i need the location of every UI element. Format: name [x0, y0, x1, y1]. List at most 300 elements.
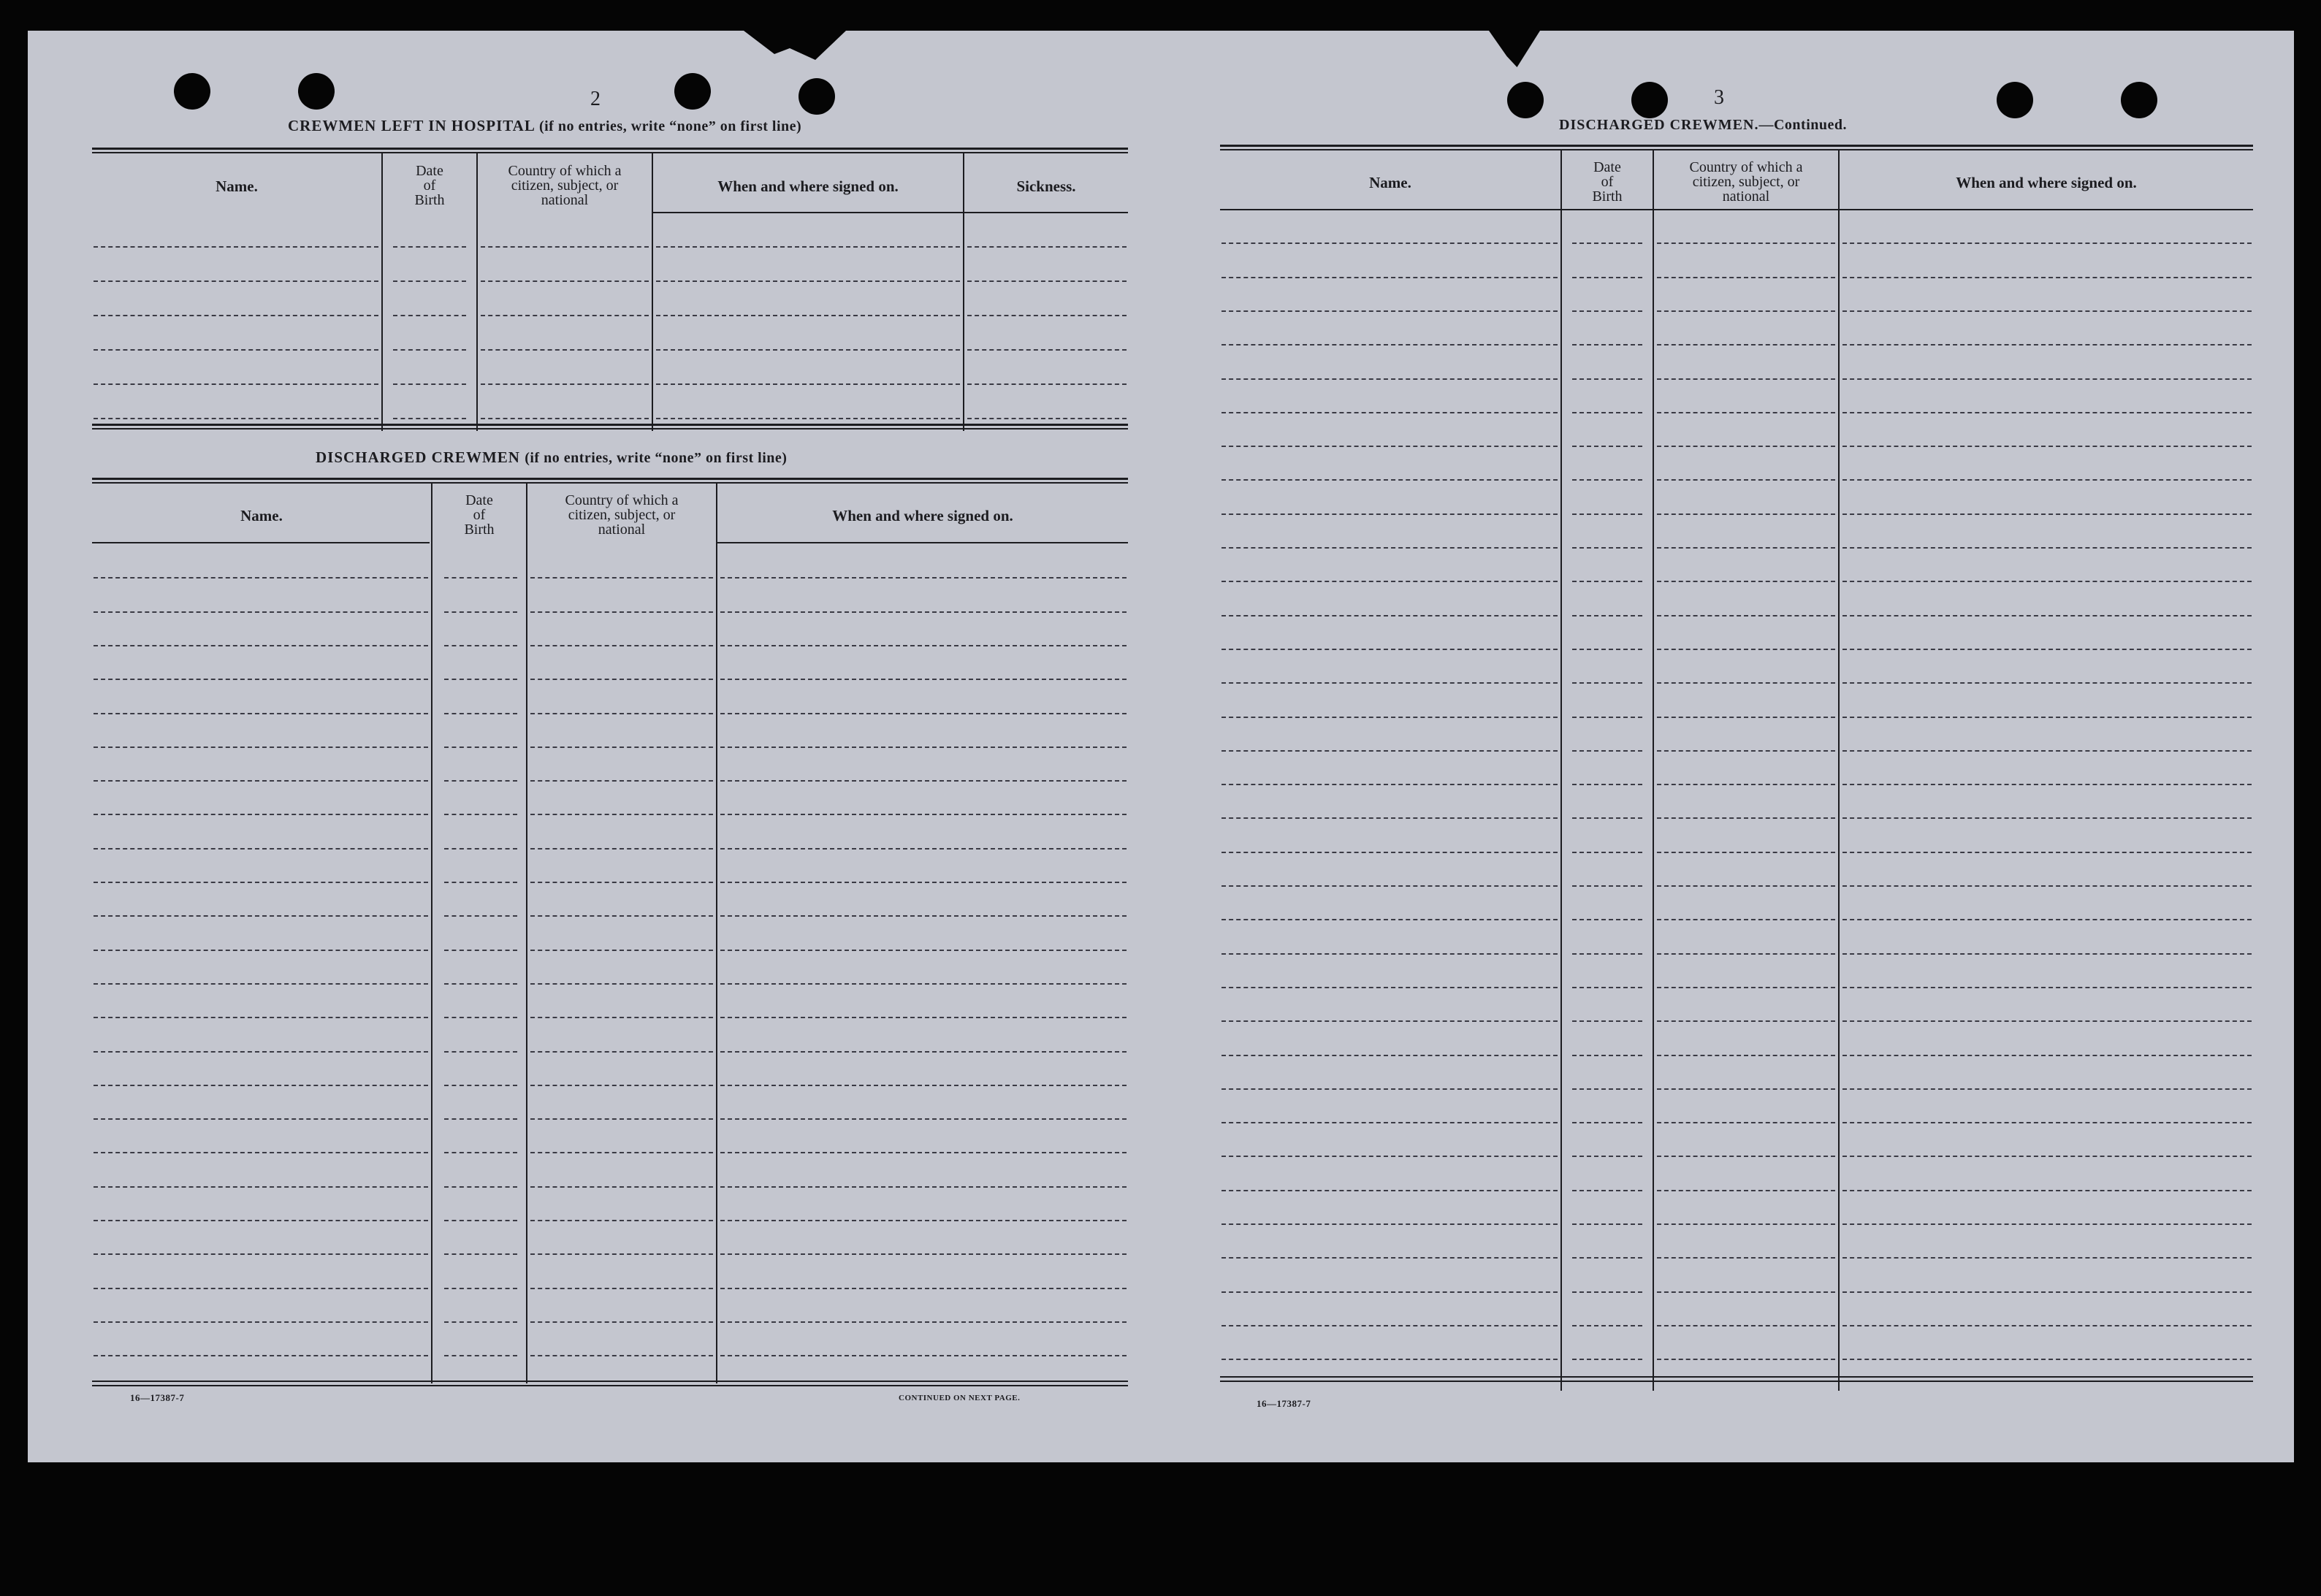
entry-line[interactable]: [1842, 547, 2252, 549]
col-date-of-birth: Date of Birth: [1592, 159, 1623, 205]
entry-line[interactable]: [94, 1186, 428, 1188]
entry-line[interactable]: [1222, 1190, 1558, 1191]
punch-hole: [174, 73, 210, 110]
entry-line[interactable]: [1222, 1291, 1558, 1293]
entry-line[interactable]: [1842, 581, 2252, 582]
entry-line[interactable]: [94, 645, 428, 646]
entry-line[interactable]: [1657, 581, 1835, 582]
entry-line[interactable]: [1657, 1156, 1835, 1157]
entry-line[interactable]: [1572, 1088, 1642, 1090]
entry-line[interactable]: [1657, 919, 1835, 920]
entry-line[interactable]: [444, 814, 517, 815]
entry-line[interactable]: [1842, 1190, 2252, 1191]
col-signed-on: When and where signed on.: [717, 177, 899, 195]
entry-line[interactable]: [1657, 243, 1835, 244]
entry-line[interactable]: [1657, 344, 1835, 345]
entry-line[interactable]: [1222, 581, 1558, 582]
entry-line[interactable]: [444, 1017, 517, 1018]
entry-line[interactable]: [1572, 277, 1642, 278]
entry-line[interactable]: [1842, 1325, 2252, 1326]
entry-line[interactable]: [1842, 682, 2252, 684]
entry-line[interactable]: [444, 915, 517, 917]
entry-line[interactable]: [1657, 682, 1835, 684]
entry-line[interactable]: [1842, 1257, 2252, 1259]
entry-line[interactable]: [1842, 852, 2252, 853]
entry-line[interactable]: [530, 1017, 713, 1018]
entry-line[interactable]: [1572, 1055, 1642, 1056]
entry-line[interactable]: [656, 246, 960, 248]
entry-line[interactable]: [1222, 1088, 1558, 1090]
col-name: Name.: [216, 177, 258, 195]
entry-line[interactable]: [1842, 344, 2252, 345]
entry-line[interactable]: [1842, 885, 2252, 887]
entry-line[interactable]: [656, 418, 960, 419]
entry-line[interactable]: [444, 983, 517, 985]
entry-line[interactable]: [1222, 1156, 1558, 1157]
col-date-of-birth: Date of Birth: [414, 163, 445, 208]
entry-line[interactable]: [1842, 750, 2252, 752]
entry-line[interactable]: [1842, 277, 2252, 278]
entry-line[interactable]: [1222, 1055, 1558, 1056]
entry-line[interactable]: [720, 1220, 1127, 1221]
entry-line[interactable]: [1572, 649, 1642, 650]
entry-line[interactable]: [530, 950, 713, 951]
entry-line[interactable]: [1657, 277, 1835, 278]
entry-line[interactable]: [444, 577, 517, 579]
entry-line[interactable]: [1657, 378, 1835, 380]
entry-line[interactable]: [1842, 717, 2252, 718]
entry-line[interactable]: [656, 315, 960, 316]
entry-line[interactable]: [481, 280, 649, 282]
entry-line[interactable]: [1222, 547, 1558, 549]
entry-line[interactable]: [94, 315, 378, 316]
entry-line[interactable]: [94, 1118, 428, 1120]
entry-line[interactable]: [1657, 547, 1835, 549]
entry-line[interactable]: [444, 1118, 517, 1120]
hospital-section-title: CREWMEN LEFT IN HOSPITAL (if no entries, write “none” on first line): [288, 117, 802, 134]
entry-line[interactable]: [967, 246, 1127, 248]
entry-line[interactable]: [1572, 479, 1642, 481]
entry-line[interactable]: [530, 814, 713, 815]
entry-line[interactable]: [1657, 1359, 1835, 1360]
entry-line[interactable]: [720, 1118, 1127, 1120]
entry-line[interactable]: [1222, 953, 1558, 955]
entry-line[interactable]: [720, 1051, 1127, 1053]
hospital-divider: [381, 153, 383, 431]
entry-line[interactable]: [1842, 919, 2252, 920]
entry-line[interactable]: [1572, 953, 1642, 955]
entry-line[interactable]: [94, 1051, 428, 1053]
entry-line[interactable]: [444, 1288, 517, 1289]
entry-line[interactable]: [393, 418, 466, 419]
entry-line[interactable]: [1657, 1190, 1835, 1191]
entry-line[interactable]: [481, 349, 649, 351]
right-divider: [1653, 150, 1654, 1391]
entry-line[interactable]: [967, 315, 1127, 316]
discharged-divider: [716, 484, 717, 1383]
entry-line[interactable]: [1657, 412, 1835, 413]
entry-line[interactable]: [530, 1321, 713, 1323]
entry-line[interactable]: [1657, 1291, 1835, 1293]
entry-line[interactable]: [1842, 310, 2252, 312]
entry-line[interactable]: [444, 1253, 517, 1255]
entry-line[interactable]: [1572, 784, 1642, 785]
entry-line[interactable]: [530, 1253, 713, 1255]
entry-line[interactable]: [1842, 1291, 2252, 1293]
hospital-divider: [652, 153, 653, 431]
entry-line[interactable]: [1657, 1257, 1835, 1259]
right-divider: [1560, 150, 1562, 1391]
entry-line[interactable]: [94, 611, 428, 613]
entry-line[interactable]: [393, 280, 466, 282]
entry-line[interactable]: [530, 983, 713, 985]
entry-line[interactable]: [1572, 1122, 1642, 1123]
punch-hole: [2121, 82, 2157, 118]
entry-line[interactable]: [94, 246, 378, 248]
entry-line[interactable]: [1657, 717, 1835, 718]
entry-line[interactable]: [1842, 243, 2252, 244]
entry-line[interactable]: [94, 780, 428, 782]
entry-line[interactable]: [530, 577, 713, 579]
entry-line[interactable]: [94, 1220, 428, 1221]
entry-line[interactable]: [656, 280, 960, 282]
entry-line[interactable]: [444, 848, 517, 849]
entry-line[interactable]: [444, 679, 517, 680]
entry-line[interactable]: [1842, 953, 2252, 955]
entry-line[interactable]: [656, 349, 960, 351]
entry-line[interactable]: [1572, 412, 1642, 413]
punch-hole: [674, 73, 711, 110]
entry-line[interactable]: [1842, 513, 2252, 515]
entry-line[interactable]: [1222, 750, 1558, 752]
entry-line[interactable]: [530, 1118, 713, 1120]
entry-line[interactable]: [1222, 1257, 1558, 1259]
entry-line[interactable]: [1572, 885, 1642, 887]
col-date-of-birth: Date of Birth: [464, 492, 495, 538]
entry-line[interactable]: [1572, 243, 1642, 244]
entry-line[interactable]: [444, 950, 517, 951]
entry-line[interactable]: [94, 848, 428, 849]
entry-line[interactable]: [720, 848, 1127, 849]
discharged-header-rule: [92, 542, 430, 543]
entry-line[interactable]: [1572, 1359, 1642, 1360]
entry-line[interactable]: [1222, 310, 1558, 312]
entry-line[interactable]: [1657, 310, 1835, 312]
entry-line[interactable]: [1222, 243, 1558, 244]
entry-line[interactable]: [1657, 1325, 1835, 1326]
entry-line[interactable]: [720, 915, 1127, 917]
entry-line[interactable]: [530, 848, 713, 849]
entry-line[interactable]: [94, 1355, 428, 1356]
entry-line[interactable]: [1572, 1223, 1642, 1225]
entry-line[interactable]: [720, 1152, 1127, 1153]
entry-line[interactable]: [94, 577, 428, 579]
discharged-section-title: DISCHARGED CREWMEN (if no entries, write “none” on first line): [316, 448, 788, 466]
entry-line[interactable]: [530, 1051, 713, 1053]
entry-line[interactable]: [94, 1085, 428, 1086]
right-top-rule-thin: [1220, 149, 2253, 150]
entry-line[interactable]: [481, 246, 649, 248]
entry-line[interactable]: [1222, 1359, 1558, 1360]
entry-line[interactable]: [1572, 1325, 1642, 1326]
entry-line[interactable]: [967, 383, 1127, 385]
entry-line[interactable]: [1572, 1291, 1642, 1293]
entry-line[interactable]: [1222, 1020, 1558, 1022]
entry-line[interactable]: [1657, 615, 1835, 616]
entry-line[interactable]: [1572, 717, 1642, 718]
entry-line[interactable]: [94, 1253, 428, 1255]
entry-line[interactable]: [1657, 953, 1835, 955]
entry-line[interactable]: [393, 383, 466, 385]
entry-line[interactable]: [1842, 1055, 2252, 1056]
entry-line[interactable]: [94, 1152, 428, 1153]
entry-line[interactable]: [1657, 479, 1835, 481]
entry-line[interactable]: [720, 577, 1127, 579]
entry-line[interactable]: [444, 1051, 517, 1053]
entry-line[interactable]: [444, 1355, 517, 1356]
entry-line[interactable]: [1842, 446, 2252, 447]
entry-line[interactable]: [530, 1288, 713, 1289]
entry-line[interactable]: [1222, 446, 1558, 447]
entry-line[interactable]: [1842, 1088, 2252, 1090]
entry-line[interactable]: [1657, 446, 1835, 447]
entry-line[interactable]: [444, 780, 517, 782]
entry-line[interactable]: [1842, 784, 2252, 785]
entry-line[interactable]: [720, 1355, 1127, 1356]
page-number-right: 3: [1714, 86, 1725, 109]
entry-line[interactable]: [1572, 817, 1642, 819]
entry-line[interactable]: [1222, 412, 1558, 413]
entry-line[interactable]: [530, 780, 713, 782]
entry-line[interactable]: [1657, 1088, 1835, 1090]
entry-line[interactable]: [1657, 513, 1835, 515]
entry-line[interactable]: [1657, 1020, 1835, 1022]
page-number-left: 2: [590, 88, 601, 110]
punch-hole: [298, 73, 335, 110]
entry-line[interactable]: [94, 1288, 428, 1289]
hospital-top-rule: [92, 148, 1128, 150]
entry-line[interactable]: [1572, 615, 1642, 616]
entry-line[interactable]: [1222, 649, 1558, 650]
entry-line[interactable]: [444, 611, 517, 613]
entry-line[interactable]: [720, 1321, 1127, 1323]
entry-line[interactable]: [1222, 1122, 1558, 1123]
entry-line[interactable]: [1572, 581, 1642, 582]
entry-line[interactable]: [1572, 919, 1642, 920]
entry-line[interactable]: [94, 814, 428, 815]
entry-line[interactable]: [1222, 852, 1558, 853]
entry-line[interactable]: [1657, 852, 1835, 853]
entry-line[interactable]: [720, 950, 1127, 951]
entry-line[interactable]: [530, 1220, 713, 1221]
entry-line[interactable]: [530, 679, 713, 680]
entry-line[interactable]: [94, 418, 378, 419]
entry-line[interactable]: [1842, 479, 2252, 481]
entry-line[interactable]: [1222, 1325, 1558, 1326]
entry-line[interactable]: [530, 713, 713, 714]
entry-line[interactable]: [720, 713, 1127, 714]
col-signed-on: When and where signed on.: [1956, 174, 2137, 191]
entry-line[interactable]: [94, 747, 428, 748]
entry-line[interactable]: [1222, 378, 1558, 380]
entry-line[interactable]: [720, 1085, 1127, 1086]
entry-line[interactable]: [1657, 1223, 1835, 1225]
entry-line[interactable]: [94, 950, 428, 951]
entry-line[interactable]: [1222, 1223, 1558, 1225]
entry-line[interactable]: [1222, 717, 1558, 718]
entry-line[interactable]: [1842, 615, 2252, 616]
entry-line[interactable]: [1657, 885, 1835, 887]
entry-line[interactable]: [1222, 344, 1558, 345]
entry-line[interactable]: [1842, 412, 2252, 413]
discharged-top-rule-thin: [92, 482, 1128, 484]
entry-line[interactable]: [720, 1017, 1127, 1018]
entry-line[interactable]: [1572, 344, 1642, 345]
discharged-top-rule: [92, 478, 1128, 480]
entry-line[interactable]: [720, 747, 1127, 748]
entry-line[interactable]: [393, 246, 466, 248]
entry-line[interactable]: [530, 611, 713, 613]
entry-line[interactable]: [1657, 784, 1835, 785]
entry-line[interactable]: [94, 1017, 428, 1018]
hospital-bottom-rule-thin: [92, 428, 1128, 429]
entry-line[interactable]: [530, 747, 713, 748]
entry-line[interactable]: [720, 611, 1127, 613]
entry-line[interactable]: [530, 1085, 713, 1086]
right-header-rule: [1220, 209, 2253, 210]
entry-line[interactable]: [1572, 446, 1642, 447]
entry-line[interactable]: [444, 747, 517, 748]
entry-line[interactable]: [720, 645, 1127, 646]
entry-line[interactable]: [444, 1321, 517, 1323]
right-divider: [1838, 150, 1840, 1391]
punch-hole: [799, 78, 835, 115]
entry-line[interactable]: [1572, 1257, 1642, 1259]
entry-line[interactable]: [1572, 547, 1642, 549]
entry-line[interactable]: [94, 983, 428, 985]
entry-line[interactable]: [1222, 513, 1558, 515]
entry-line[interactable]: [94, 383, 378, 385]
entry-line[interactable]: [720, 1288, 1127, 1289]
entry-line[interactable]: [530, 915, 713, 917]
entry-line[interactable]: [393, 315, 466, 316]
entry-line[interactable]: [1657, 1122, 1835, 1123]
entry-line[interactable]: [720, 780, 1127, 782]
right-bottom-rule: [1220, 1376, 2253, 1378]
entry-line[interactable]: [530, 1355, 713, 1356]
hospital-header-rule: [653, 212, 963, 213]
entry-line[interactable]: [967, 349, 1127, 351]
entry-line[interactable]: [1657, 987, 1835, 988]
discharged-header-rule: [717, 542, 1128, 543]
entry-line[interactable]: [393, 349, 466, 351]
entry-line[interactable]: [481, 315, 649, 316]
entry-line[interactable]: [967, 418, 1127, 419]
entry-line[interactable]: [1222, 479, 1558, 481]
hospital-divider: [963, 153, 964, 431]
entry-line[interactable]: [1222, 277, 1558, 278]
entry-line[interactable]: [1222, 817, 1558, 819]
entry-line[interactable]: [94, 882, 428, 883]
entry-line[interactable]: [444, 1220, 517, 1221]
entry-line[interactable]: [1572, 1190, 1642, 1191]
entry-line[interactable]: [444, 1085, 517, 1086]
punch-hole: [1507, 82, 1544, 118]
entry-line[interactable]: [1572, 682, 1642, 684]
entry-line[interactable]: [481, 418, 649, 419]
entry-line[interactable]: [1222, 885, 1558, 887]
entry-line[interactable]: [444, 882, 517, 883]
entry-line[interactable]: [1842, 987, 2252, 988]
entry-line[interactable]: [94, 280, 378, 282]
entry-line[interactable]: [481, 383, 649, 385]
entry-line[interactable]: [1572, 852, 1642, 853]
entry-line[interactable]: [1657, 750, 1835, 752]
entry-line[interactable]: [94, 915, 428, 917]
entry-line[interactable]: [1842, 649, 2252, 650]
entry-line[interactable]: [94, 713, 428, 714]
entry-line[interactable]: [1842, 817, 2252, 819]
entry-line[interactable]: [967, 280, 1127, 282]
entry-line[interactable]: [1572, 1020, 1642, 1022]
entry-line[interactable]: [720, 814, 1127, 815]
entry-line[interactable]: [656, 383, 960, 385]
entry-line[interactable]: [1572, 378, 1642, 380]
entry-line[interactable]: [1572, 310, 1642, 312]
entry-line[interactable]: [1572, 987, 1642, 988]
entry-line[interactable]: [1657, 649, 1835, 650]
entry-line[interactable]: [1842, 378, 2252, 380]
entry-line[interactable]: [1842, 1223, 2252, 1225]
entry-line[interactable]: [94, 679, 428, 680]
entry-line[interactable]: [444, 713, 517, 714]
entry-line[interactable]: [1222, 682, 1558, 684]
entry-line[interactable]: [530, 1152, 713, 1153]
entry-line[interactable]: [444, 645, 517, 646]
entry-line[interactable]: [720, 1186, 1127, 1188]
entry-line[interactable]: [530, 1186, 713, 1188]
entry-line[interactable]: [720, 679, 1127, 680]
entry-line[interactable]: [1842, 1156, 2252, 1157]
col-sickness: Sickness.: [1016, 177, 1076, 195]
entry-line[interactable]: [530, 882, 713, 883]
entry-line[interactable]: [1657, 817, 1835, 819]
hospital-bottom-rule: [92, 424, 1128, 426]
entry-line[interactable]: [1842, 1020, 2252, 1022]
entry-line[interactable]: [1572, 1156, 1642, 1157]
entry-line[interactable]: [720, 1253, 1127, 1255]
entry-line[interactable]: [1842, 1122, 2252, 1123]
form-number-left: 16—17387-7: [130, 1392, 185, 1403]
entry-line[interactable]: [1222, 615, 1558, 616]
entry-line[interactable]: [1572, 750, 1642, 752]
entry-line[interactable]: [444, 1186, 517, 1188]
entry-line[interactable]: [1222, 987, 1558, 988]
left-bottom-rule: [92, 1385, 1128, 1386]
entry-line[interactable]: [530, 645, 713, 646]
entry-line[interactable]: [444, 1152, 517, 1153]
entry-line[interactable]: [1222, 919, 1558, 920]
entry-line[interactable]: [1842, 1359, 2252, 1360]
entry-line[interactable]: [94, 349, 378, 351]
entry-line[interactable]: [1572, 513, 1642, 515]
entry-line[interactable]: [1222, 784, 1558, 785]
col-name: Name.: [240, 507, 283, 524]
entry-line[interactable]: [720, 882, 1127, 883]
entry-line[interactable]: [720, 983, 1127, 985]
entry-line[interactable]: [1657, 1055, 1835, 1056]
entry-line[interactable]: [94, 1321, 428, 1323]
